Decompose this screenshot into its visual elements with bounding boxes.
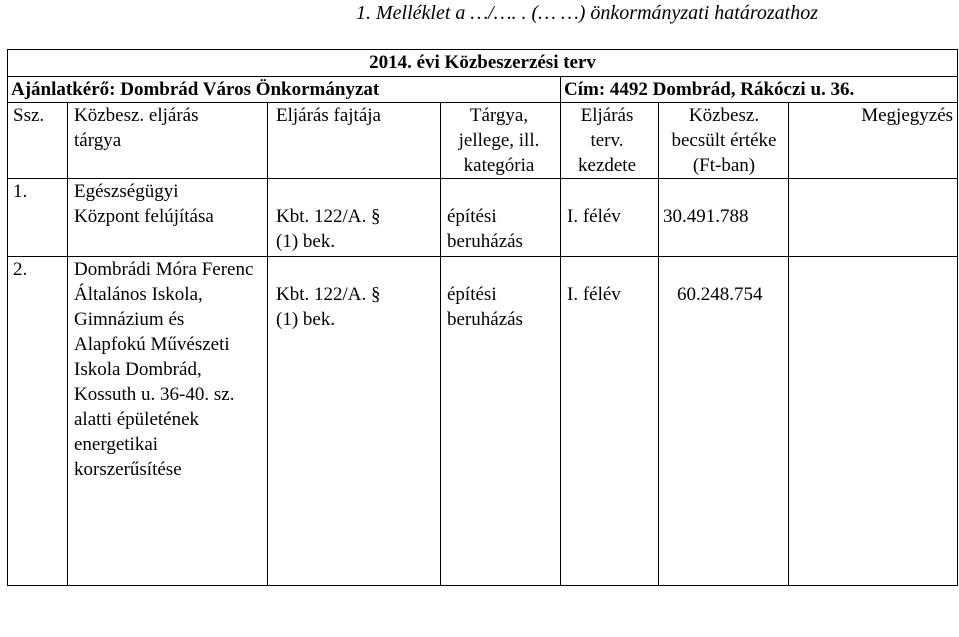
row-start: I. félév <box>561 257 659 586</box>
row-category: építési beruházás <box>441 179 561 257</box>
annex-reference: 1. Melléklet a …/…. . (… …) önkormányzati határozathoz <box>356 2 819 24</box>
row-subject: Dombrádi Móra Ferenc Általános Iskola, Gimnázium és Alapfokú Művészeti Iskola Dombrád, Kossuth u. 36-40. sz. alatti épületének energetikai korszerűsítése <box>68 257 268 586</box>
authority-address: Cím: 4492 Dombrád, Rákóczi u. 36. <box>561 77 958 103</box>
contracting-authority: Ajánlatkérő: Dombrád Város Önkormányzat <box>8 77 561 103</box>
row-estimated-value: 60.248.754 <box>659 257 789 586</box>
column-header-category: Tárgya, jellege, ill. kategória <box>441 103 561 179</box>
row-notes <box>789 179 958 257</box>
column-header-subject: Közbesz. eljárás tárgya <box>68 103 268 179</box>
column-header-ssz: Ssz. <box>8 103 68 179</box>
row-notes <box>789 257 958 586</box>
row-ssz: 1. <box>8 179 68 257</box>
row-subject: Egészségügyi Központ felújítása <box>68 179 268 257</box>
table-row <box>8 179 958 257</box>
plan-title: 2014. évi Közbeszerzési terv <box>8 50 958 77</box>
row-procedure: Kbt. 122/A. § (1) bek. <box>268 257 441 586</box>
row-ssz: 2. <box>8 257 68 586</box>
column-header-estimated-value: Közbesz. becsült értéke (Ft-ban) <box>659 103 789 179</box>
row-estimated-value: 30.491.788 <box>659 179 789 257</box>
column-header-start: Eljárás terv. kezdete <box>561 103 659 179</box>
procurement-plan-table <box>7 49 958 586</box>
column-header-procedure: Eljárás fajtája <box>268 103 441 179</box>
authority-row <box>8 77 958 103</box>
row-category: építési beruházás <box>441 257 561 586</box>
plan-title-row <box>8 50 958 77</box>
row-start: I. félév <box>561 179 659 257</box>
table-row <box>8 257 958 586</box>
column-header-row <box>8 103 958 179</box>
row-procedure: Kbt. 122/A. § (1) bek. <box>268 179 441 257</box>
column-header-notes: Megjegyzés <box>789 103 958 179</box>
